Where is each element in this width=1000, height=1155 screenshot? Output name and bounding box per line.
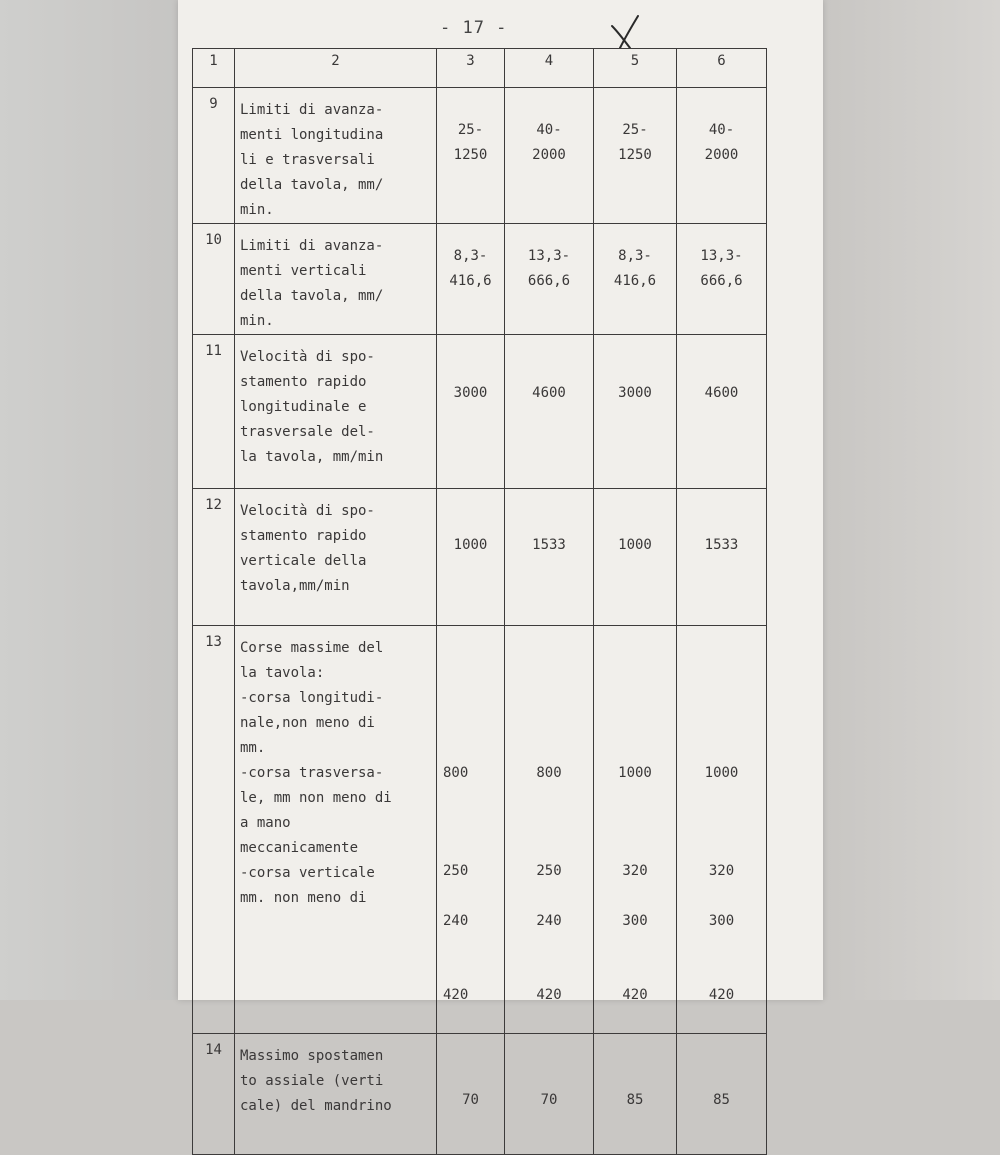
specification-table xyxy=(192,48,767,1155)
value-cell xyxy=(437,489,505,626)
table-header-row xyxy=(193,49,767,88)
value-text: 25- 1250 xyxy=(618,122,652,163)
value-text: 70 xyxy=(540,1092,558,1108)
value-cell xyxy=(437,88,505,224)
row-number: 11 xyxy=(193,335,235,489)
value-text: 4600 xyxy=(704,385,739,401)
row-description: Velocità di spo- stamento rapido longitudinale e trasversale del- la tavola, mm/min xyxy=(235,335,437,489)
value-mechanical: 240 xyxy=(443,913,469,929)
row-number: 13 xyxy=(193,626,235,1034)
value-cell xyxy=(437,1034,505,1155)
row-number: 14 xyxy=(193,1034,235,1155)
value-text: 13,3- 666,6 xyxy=(527,248,571,289)
value-by-hand: 320 xyxy=(622,863,648,879)
document-page xyxy=(178,0,823,1114)
value-text: 1533 xyxy=(532,537,566,553)
value-cell xyxy=(594,489,677,626)
value-vertical: 420 xyxy=(708,987,735,1003)
value-text: 85 xyxy=(713,1092,730,1108)
handwritten-x-mark xyxy=(608,14,642,50)
value-longitudinal: 1000 xyxy=(704,765,739,781)
value-cell xyxy=(437,626,505,1034)
value-cell xyxy=(677,1034,767,1155)
value-cell xyxy=(505,626,594,1034)
header-cell: 2 xyxy=(235,49,437,88)
row-number: 12 xyxy=(193,489,235,626)
value-cell xyxy=(505,489,594,626)
row-number: 10 xyxy=(193,224,235,335)
value-vertical: 420 xyxy=(443,987,469,1003)
background-right xyxy=(822,0,1000,1000)
value-by-hand: 250 xyxy=(536,863,562,879)
header-cell: 5 xyxy=(594,49,677,88)
value-cell xyxy=(505,224,594,335)
header-cell: 4 xyxy=(505,49,594,88)
row-description: Limiti di avanza- menti verticali della tavola, mm/ min. xyxy=(235,224,437,335)
value-text: 1533 xyxy=(704,537,739,553)
table-row xyxy=(193,335,767,489)
row-number: 9 xyxy=(193,88,235,224)
value-text: 40- 2000 xyxy=(704,122,739,163)
header-cell: 6 xyxy=(677,49,767,88)
value-text: 85 xyxy=(626,1092,644,1108)
value-longitudinal: 800 xyxy=(536,765,562,781)
value-cell xyxy=(594,1034,677,1155)
table-row xyxy=(193,224,767,335)
value-cell xyxy=(437,224,505,335)
value-cell xyxy=(594,626,677,1034)
value-cell xyxy=(677,626,767,1034)
value-text: 1000 xyxy=(618,537,652,553)
value-text: 3000 xyxy=(453,385,488,401)
value-text: 40- 2000 xyxy=(532,122,566,163)
row-description: Velocità di spo- stamento rapido verticale della tavola,mm/min xyxy=(235,489,437,626)
value-cell xyxy=(677,335,767,489)
value-mechanical: 300 xyxy=(622,913,648,929)
value-by-hand: 250 xyxy=(443,863,469,879)
value-text: 25- 1250 xyxy=(453,122,488,163)
page-number: - 17 - xyxy=(440,18,508,38)
value-text: 3000 xyxy=(618,385,652,401)
row-description: Corse massime del la tavola: -corsa longitudi- nale,non meno di mm. -corsa trasversa- le, mm non meno di a mano meccanicamente -corsa verticale mm. non meno di xyxy=(235,626,437,1034)
table-row xyxy=(193,489,767,626)
value-text: 1000 xyxy=(453,537,488,553)
value-cell xyxy=(505,1034,594,1155)
value-cell xyxy=(594,335,677,489)
value-vertical: 420 xyxy=(536,987,562,1003)
value-by-hand: 320 xyxy=(708,863,735,879)
value-text: 8,3- 416,6 xyxy=(449,248,492,289)
background-left xyxy=(0,0,178,1000)
value-text: 4600 xyxy=(532,385,566,401)
value-mechanical: 300 xyxy=(708,913,735,929)
row-description: Massimo spostamen to assiale (verti cale) del mandrino xyxy=(235,1034,437,1155)
value-cell xyxy=(505,88,594,224)
value-longitudinal: 1000 xyxy=(618,765,652,781)
value-text: 70 xyxy=(462,1092,479,1108)
header-cell: 3 xyxy=(437,49,505,88)
row-description: Limiti di avanza- menti longitudina li e trasversali della tavola, mm/ min. xyxy=(235,88,437,224)
table-row xyxy=(193,88,767,224)
value-longitudinal: 800 xyxy=(443,765,469,781)
value-cell xyxy=(677,88,767,224)
value-text: 8,3- 416,6 xyxy=(613,248,657,289)
value-cell xyxy=(677,224,767,335)
header-cell: 1 xyxy=(193,49,235,88)
table-row xyxy=(193,626,767,1034)
value-cell xyxy=(677,489,767,626)
table-row xyxy=(193,1034,767,1155)
value-cell xyxy=(437,335,505,489)
value-mechanical: 240 xyxy=(536,913,562,929)
value-cell xyxy=(594,224,677,335)
value-text: 13,3- 666,6 xyxy=(700,248,743,289)
value-cell xyxy=(505,335,594,489)
value-cell xyxy=(594,88,677,224)
value-vertical: 420 xyxy=(622,987,648,1003)
